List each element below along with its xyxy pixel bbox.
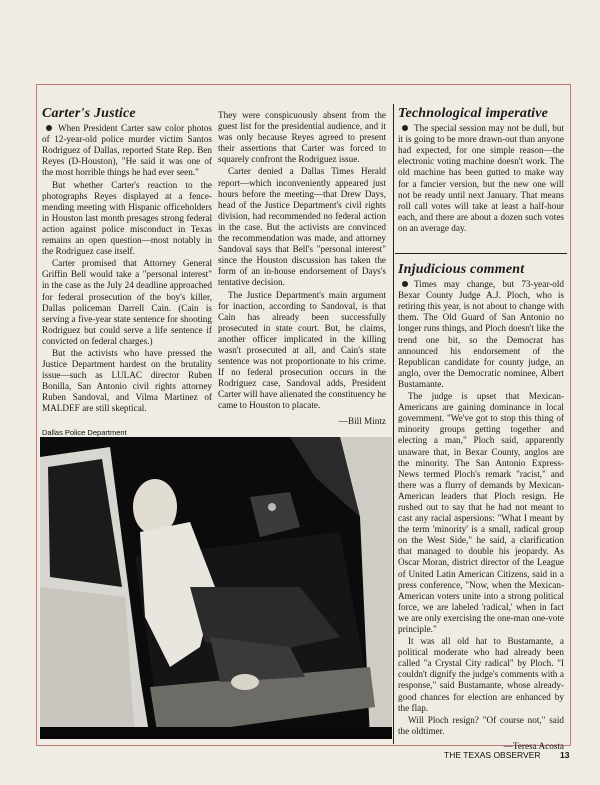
column-divider	[393, 104, 394, 744]
tech-heading: Technological imperative	[398, 106, 549, 121]
judicious-signature: —Teresa Acosta	[503, 740, 564, 751]
footer-publication: THE TEXAS OBSERVER	[444, 750, 541, 760]
carter-signature: —Bill Mintz	[338, 415, 386, 426]
judicious-paragraph: Will Ploch resign? "Of course not," said the oldtimer.	[398, 714, 564, 736]
bullet-icon	[402, 125, 408, 131]
tech-paragraph: The special session may not be dull, but it is going to be more drawn-out than anyone had expected, for one simple reason—the electronic voting machine doesn't work. The old machine has been gutted to make way for a fancier version, but the new one will not be ready until next January. That means roll call votes will take at least a half-hour each, and there are about a dozen such votes on an average day.	[398, 123, 564, 233]
photo-credit: Dallas Police Department	[42, 428, 127, 437]
carter-column-1	[42, 108, 212, 426]
bullet-icon	[46, 125, 52, 131]
judicious-paragraph: Times may change, but 73-year-old Bexar County Judge A.J. Ploch, who is retiring this year, is not about to change with them. The Old Guard of San Antonio no longer runs things, and Ploch doesn't like the trend one bit, so the Democrat has announced his endorsement of the Republican candidate for county judge, an anglo, over the Democratic nominee, Albert Bustamante.	[398, 279, 564, 389]
carter-heading: Carter's Justice	[42, 106, 136, 121]
footer-page-number: 13	[560, 750, 570, 760]
carter-paragraph: Carter promised that Attorney General Griffin Bell would take a "personal interest" in the case as the July 24 deadline approached for federal prosecution of the boy's killer, Dallas policeman Darrell Cain. (Cain is serving a five-year state sentence for shooting Rodriguez but could serve a life sentence if convicted on federal charges.)	[42, 258, 212, 346]
judicious-paragraph: The judge is upset that Mexican-Americans are gaining dominance in local government. "We've got to stop this thing of minority groups getting together and electing a man," Ploch said, apparently unaware that, in Bexar County, anglos are the minority. The San Antonio Express-News termed Ploch's remark "racist," and there was a flurry of demands by Mexican-American leaders that Ploch resign. He rushed out to say that he had not meant to cast any racial aspersions: "What I meant by the term 'minority' is a small, radical group on the West Side," he said, a clarification that managed to double his jeopardy. As Oscar Moran, district director of the League of United Latin American Citizens, said in a press conference, "Now, when the Mexican-American voters unite into a strong political force, we are labeled 'radical,' when in fact we are only exercising the one-man one-vote principle."	[398, 391, 564, 634]
judicious-heading: Injudicious comment	[398, 262, 525, 277]
carter-paragraph: Carter denied a Dallas Times Herald report—which inconveniently appeared just hours before the meeting—that Drew Days, head of the Justice Department's civil rights division, had recommended no federal action in the case. But the activists are convinced the recommendation was made, and attorney Sandoval says that Bell's "personal interest" since the Houston discussion has taken the form of an in-house endorsement of Days's tentative decision.	[218, 166, 386, 288]
carter-paragraph: But the activists who have pressed the Justice Department hardest on the brutality issue—such as LULAC director Ruben Bonilla, San Antonio civil rights attorney Ruben Sandoval, and Vilma Martinez of MALDEF are still skeptical.	[42, 347, 212, 414]
carter-paragraph: But whether Carter's reaction to the photographs Reyes displayed at a fence-mending meeting with Hispanic officeholders in Houston last month presages strong federal action against police misconduct in Texas remains an open question—most notably in the Rodriguez case itself.	[42, 179, 212, 257]
carter-paragraph: The Justice Department's main argument for inaction, according to Sandoval, is that Cain has already been successfully prosecuted in state court. But, he claims, another officer implicated in the killing wasn't prosecuted at all, and Cain's state sentence was not proportionate to his crime. If no federal prosecution occurs in the Rodriguez case, Sandoval adds, President Carter will have alienated the constituency he came to Houston to placate.	[218, 289, 386, 411]
judicious-paragraph: It was all old hat to Bustamante, a political moderate who had already been called "a Crystal City radical" by Ploch. "I couldn't dignify the judge's comments with a response," said Bustamante, whose already-good chances for election are enhanced by the flap.	[398, 636, 564, 713]
crime-scene-photo	[40, 437, 392, 739]
section-divider	[395, 253, 567, 254]
bullet-icon	[402, 281, 408, 287]
carter-paragraph: They were conspicuously absent from the guest list for the presidential audience, and it was only because Reyes agreed to present their assertions that Carter was forced to squarely confront the Rodriguez issue.	[218, 110, 386, 165]
carter-column-2	[218, 110, 386, 428]
carter-paragraph: When President Carter saw color photos of 12-year-old police murder victim Santos Rodriguez of Dallas, reported State Rep. Ben Reyes (D-Houston), "He said it was one of the most horrible things he had ever seen."	[42, 123, 212, 178]
tech-column	[398, 108, 564, 248]
car-scene-illustration	[40, 437, 392, 739]
judicious-column	[398, 262, 564, 751]
